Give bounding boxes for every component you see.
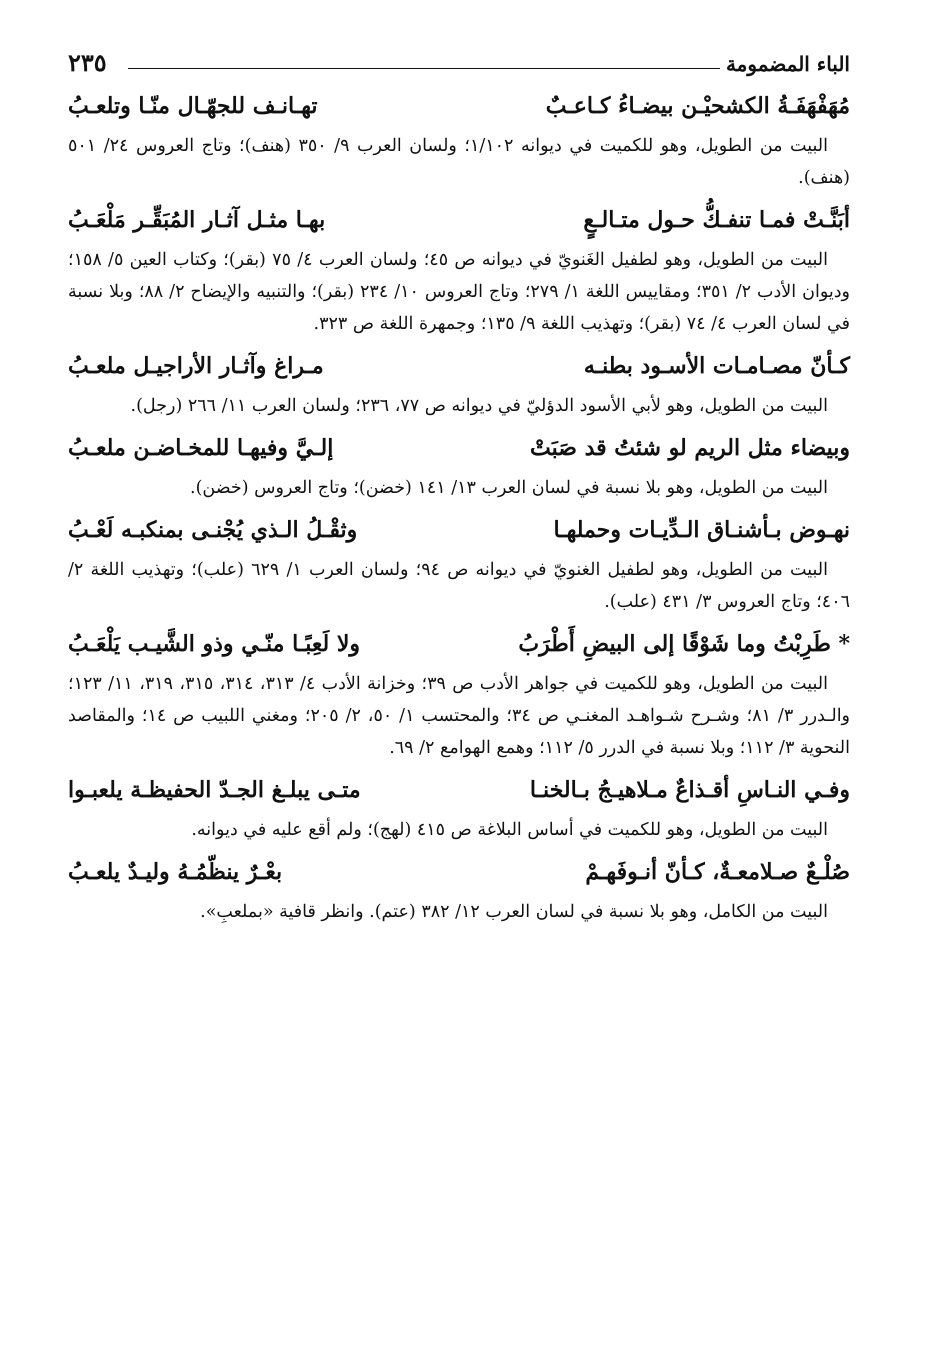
second-hemistich: تهـانـف للجهّـال منّـا وتلعـبُ <box>68 93 318 119</box>
second-hemistich: إلـيَّ وفيهـا للمخـاضـن ملعـبُ <box>68 435 334 461</box>
first-hemistich: نهـوض بـأشنـاق الـدِّيـات وحملهـا <box>553 517 850 543</box>
verse-note: البيت من الطويل، وهو لطفيل الغنويّ في ديوانه ص ٩٤؛ ولسان العرب ١/ ٦٢٩ (علب)؛ وتهذيب اللغة ٢/ ٤٠٦؛ وتاج العروس ٣/ ٤٣١ (علب). <box>68 560 850 612</box>
verse-note: البيت من الطويل، وهو لطفيل الغَنويّ في ديوانه ص ٤٥؛ ولسان العرب ٤/ ٧٥ (بقر)؛ وكتاب العين ٥/ ١٥٨؛ وديوان الأدب ٢/ ٣٥١؛ ومقاييس اللغة ١/ ٢٧٩؛ وتاج العروس ١٠/ ٢٣٤ (بقر)؛ والتنبيه والإيضاح ٢/ ٨٨؛ وبلا نسبة في لسان العرب ٤/ ٧٤ (بقر)؛ وتهذيب اللغة ٩/ ١٣٥؛ وجمهرة اللغة ص ٣٢٣. <box>68 250 850 334</box>
second-hemistich: متـى يبلـغ الجـدّ الحفيظـة يلعبـوا <box>68 777 361 803</box>
verse-note: البيت من الطويل، وهو للكميت في ديوانه ١/١٠٢؛ ولسان العرب ٩/ ٣٥٠ (هنف)؛ وتاج العروس ٢٤/ ٥٠١ (هنف). <box>68 136 850 188</box>
verse-line <box>68 426 850 472</box>
first-hemistich: مُهَفْهَفَـةُ الكشحيْـن بيضـاءُ كـاعـبٌ <box>545 93 850 119</box>
verse-entry <box>68 768 850 846</box>
first-hemistich: أبَنَّـتْ فمـا تنفـكُّ حـول متـالـعٍ <box>583 207 850 233</box>
verse-note: البيت من الطويل، وهو للكميت في أساس البلاغة ص ٤١٥ (لهج)؛ ولم أقع عليه في ديوانه. <box>191 820 828 840</box>
verse-entry <box>68 84 850 194</box>
verse-line <box>68 768 850 814</box>
verse-note: البيت من الطويل، وهو للكميت في جواهر الأدب ص ٣٩؛ وخزانة الأدب ٤/ ٣١٣، ٣١٤، ٣١٥، ٣١٩، ١١/ ١٢٣؛ والـدرر ٣/ ٨١؛ وشـرح شـواهـد المغنـي ص ٣٤؛ والمحتسب ١/ ٥٠، ٢/ ٢٠٥؛ ومغني اللبيب ص ١٤؛ والمقاصد النحوية ٣/ ١١٢؛ وبلا نسبة في الدرر ٥/ ١١٢؛ وهمع الهوامع ٢/ ٦٩. <box>68 674 851 758</box>
verse-entry <box>68 344 850 422</box>
page-number: ٢٣٥ <box>68 48 107 77</box>
verse-note: البيت من الطويل، وهو بلا نسبة في لسان العرب ١٣/ ١٤١ (خضن)؛ وتاج العروس (خضن). <box>190 478 828 498</box>
second-hemistich: بهـا مثـل آثـار المُبَقِّـر مَلْعَـبُ <box>68 207 326 233</box>
book-page <box>68 48 850 932</box>
verse-line <box>68 850 850 896</box>
verse-line <box>68 508 850 554</box>
second-hemistich: ولا لَعِبًـا منّـي وذو الشَّيـب يَلْعَـبُ <box>68 631 361 657</box>
header-rule <box>128 68 720 69</box>
second-hemistich: مـراغ وآثـار الأراجيـل ملعـبُ <box>68 353 324 379</box>
verse-entry <box>68 850 850 928</box>
verse-entry <box>68 508 850 618</box>
first-hemistich: كـأنّ مصـامـات الأسـود بطنـه <box>583 353 850 379</box>
first-hemistich: وفـي النـاسِ أقـذاعٌ مـلاهيـجُ بـالخنـا <box>529 777 850 803</box>
verse-entry <box>68 622 850 764</box>
verse-line <box>68 344 850 390</box>
verse-note: البيت من الطويل، وهو لأبي الأسود الدؤليّ في ديوانه ص ٧٧، ٢٣٦؛ ولسان العرب ١١/ ٢٦٦ (رجل). <box>130 396 828 416</box>
verse-line <box>68 84 850 130</box>
verse-line <box>68 198 850 244</box>
verse-line <box>68 622 850 668</box>
verse-entry <box>68 198 850 340</box>
running-title: الباء المضمومة <box>725 52 850 76</box>
page-header <box>68 48 850 84</box>
verse-entry <box>68 426 850 504</box>
verse-note: البيت من الكامل، وهو بلا نسبة في لسان العرب ١٢/ ٣٨٢ (عتم). وانظر قافية «بملعبِ». <box>200 902 828 922</box>
first-hemistich: صُلْـعٌ صـلامعـةٌ، كـأنّ أنـوفَهـمْ <box>585 859 850 885</box>
second-hemistich: وثقْـلُ الـذي يُجْنـى بمنكبـه لَعْـبُ <box>68 517 358 543</box>
first-hemistich: * طَرِبْتُ وما شَوْقًا إلى البيضِ أَطْرَبُ <box>518 631 850 657</box>
first-hemistich: وبيضاء مثل الريم لو شئتُ قد صَبَتْ <box>530 435 850 461</box>
second-hemistich: بعْـرٌ ينظّمُـهُ وليـدٌ يلعـبُ <box>68 859 283 885</box>
